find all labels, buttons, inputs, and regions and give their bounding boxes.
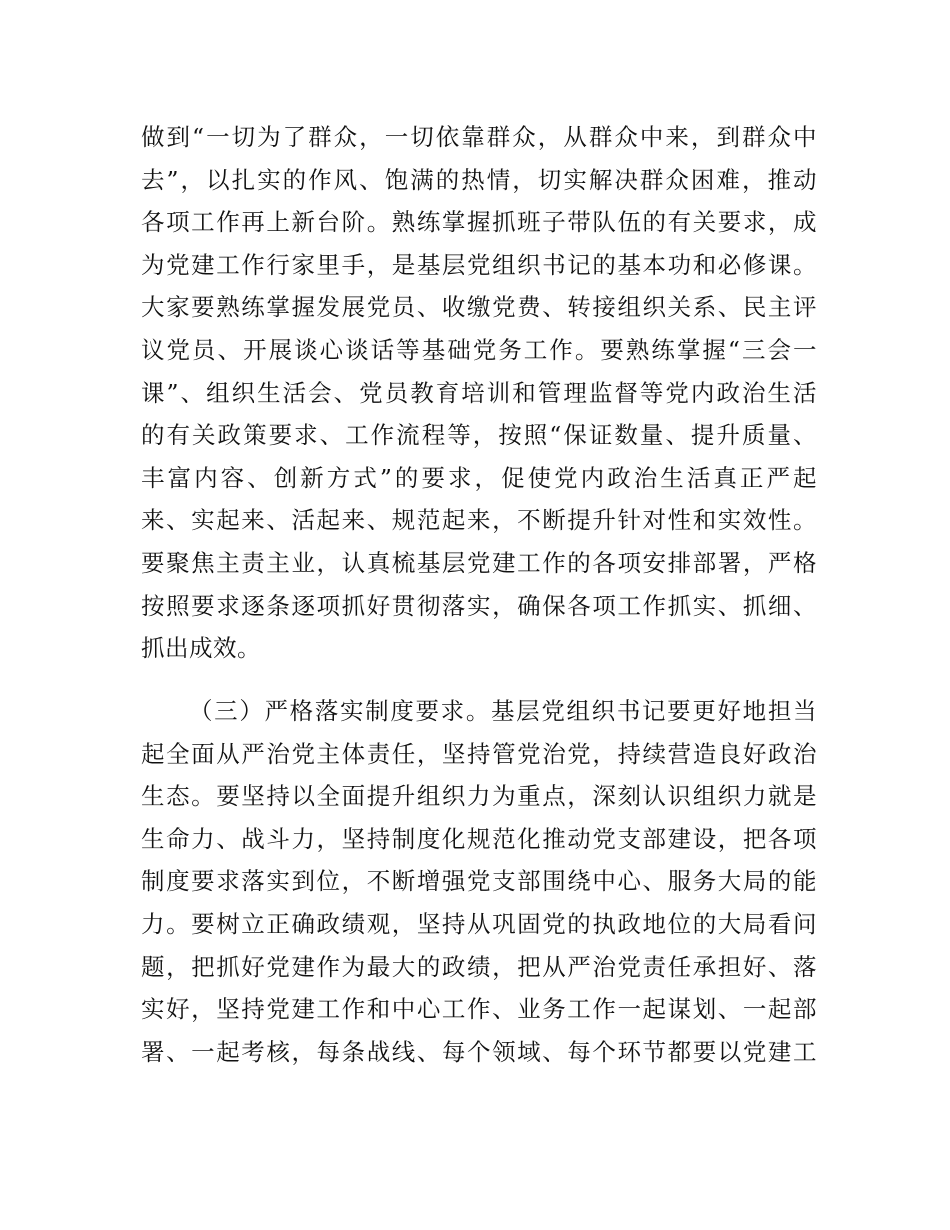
text-line: 力。要树立正确政绩观，坚持从巩固党的执政地位的大局看问: [141, 909, 817, 938]
text-line: 生命力、战斗力，坚持制度化规范化推动党支部建设，把各项: [141, 824, 817, 853]
text-line: 来、实起来、活起来、规范起来，不断提升针对性和实效性。: [141, 506, 817, 535]
text-line: 课”、组织生活会、党员教育培训和管理监督等党内政治生活: [141, 378, 817, 407]
text-line: 起全面从严治党主体责任，坚持管党治党，持续营造良好政治: [141, 739, 817, 768]
text-line: 做到“一切为了群众，一切依靠群众，从群众中来，到群众中: [141, 123, 817, 151]
text-line: 去”，以扎实的作风、饱满的热情，切实解决群众困难，推动: [141, 165, 817, 194]
text-line: 丰富内容、创新方式”的要求，促使党内政治生活真正严起: [141, 463, 817, 492]
text-line: 按照要求逐条逐项抓好贯彻落实，确保各项工作抓实、抓细、: [141, 591, 817, 620]
text-line: （三）严格落实制度要求。基层党组织书记要更好地担当: [189, 697, 817, 725]
paragraph-2: [141, 690, 817, 1073]
text-line: 署、一起考核，每条战线、每个领域、每个环节都要以党建工: [141, 1037, 817, 1066]
paragraph-1: [141, 116, 817, 670]
text-line: 题，把抓好党建作为最大的政绩，把从严治党责任承担好、落: [141, 952, 817, 981]
text-line: 要聚焦主责主业，认真梳基层党建工作的各项安排部署，严格: [141, 548, 817, 577]
text-line: 的有关政策要求、工作流程等，按照“保证数量、提升质量、: [141, 421, 817, 450]
text-line: 生态。要坚持以全面提升组织力为重点，深刻认识组织力就是: [141, 782, 817, 811]
text-line: 为党建工作行家里手，是基层党组织书记的基本功和必修课。: [141, 250, 817, 279]
text-line: 实好，坚持党建工作和中心工作、业务工作一起谋划、一起部: [141, 995, 817, 1024]
text-line: 各项工作再上新台阶。熟练掌握抓班子带队伍的有关要求，成: [141, 208, 817, 237]
text-line: 议党员、开展谈心谈话等基础党务工作。要熟练掌握“三会一: [141, 335, 817, 364]
text-line: 制度要求落实到位，不断增强党支部围绕中心、服务大局的能: [141, 867, 817, 896]
text-line: 抓出成效。: [141, 634, 261, 663]
text-line: 大家要熟练掌握发展党员、收缴党费、转接组织关系、民主评: [141, 293, 817, 322]
